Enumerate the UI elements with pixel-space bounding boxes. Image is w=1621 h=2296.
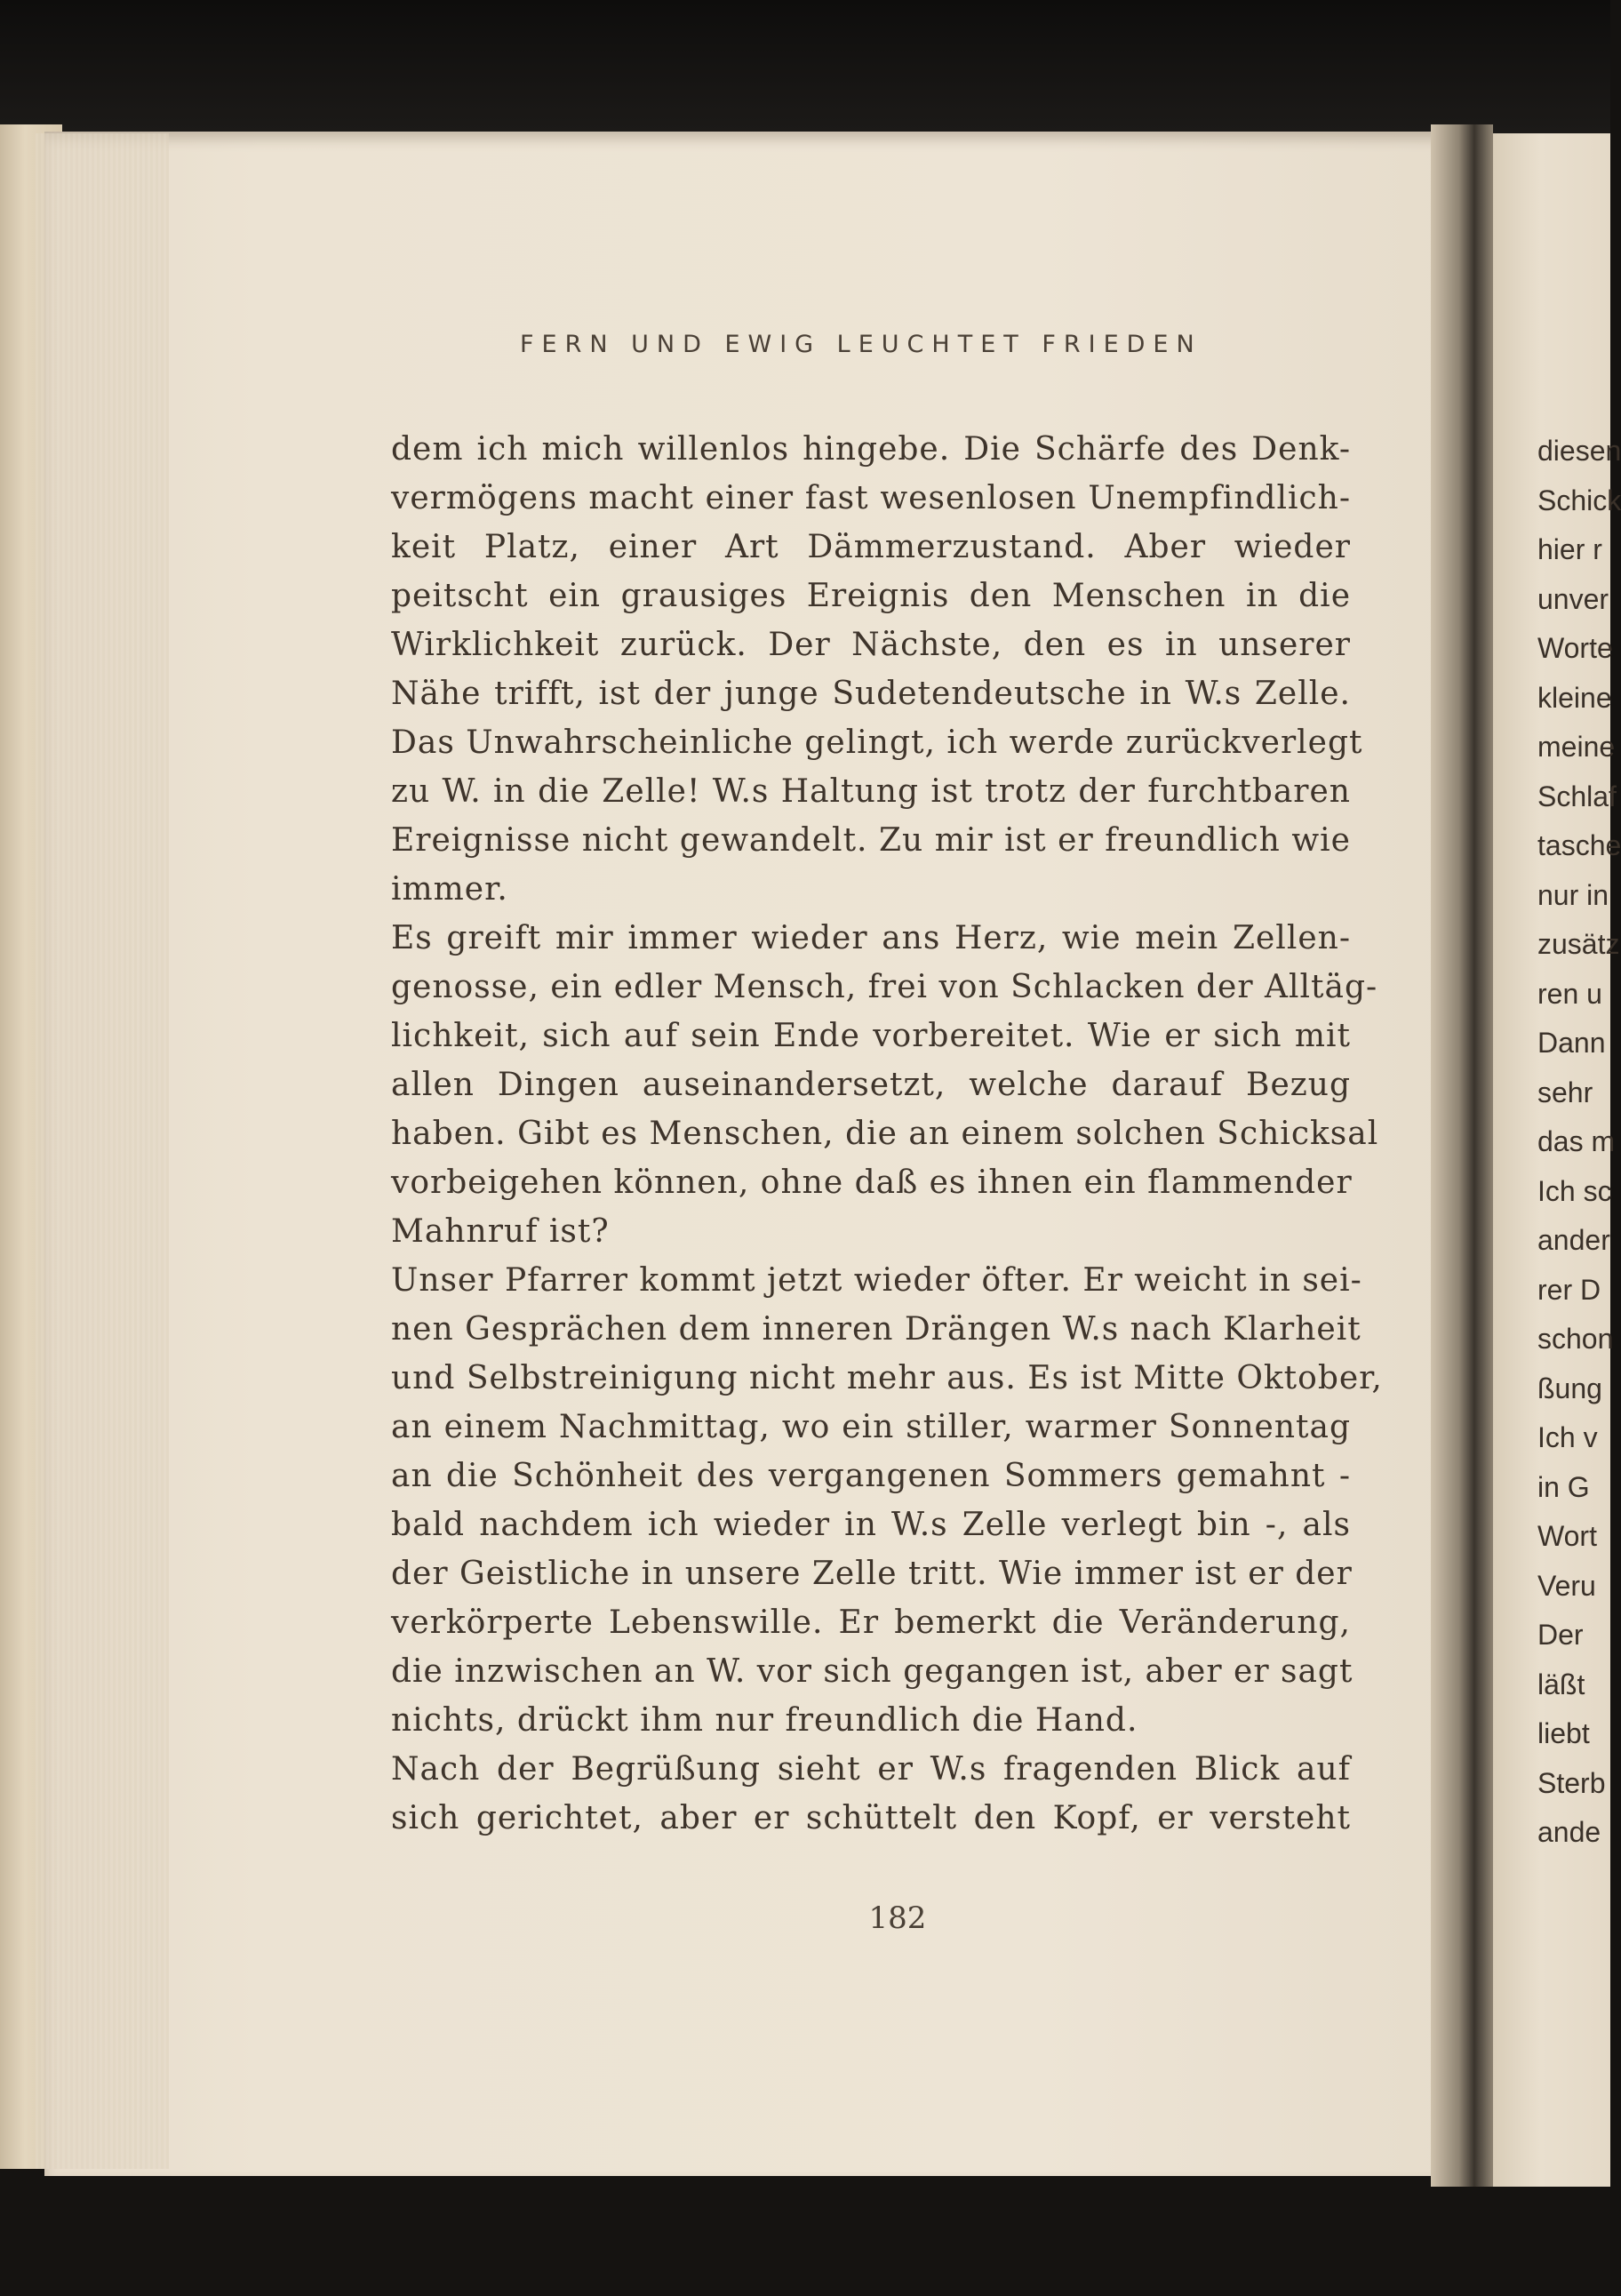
running-head: FERN UND EWIG LEUCHTET FRIEDEN bbox=[520, 331, 1202, 358]
text-line: lichkeit, sich auf sein Ende vorbereitet. Wie er sich mit bbox=[391, 1018, 1351, 1054]
facing-text-fragment: Worte bbox=[1537, 632, 1613, 664]
text-line: an einem Nachmittag, wo ein stiller, warmer Sonnentag bbox=[391, 1409, 1351, 1445]
text-line: keit Platz, einer Art Dämmerzustand. Aber wieder bbox=[391, 529, 1351, 565]
background-top bbox=[0, 0, 1610, 133]
text-line: allen Dingen auseinandersetzt, welche darauf Bezug bbox=[391, 1067, 1351, 1103]
page-number: 182 bbox=[868, 1900, 927, 1936]
facing-text-fragment: nur in bbox=[1537, 878, 1609, 911]
text-line: und Selbstreinigung nicht mehr aus. Es ist Mitte Oktober, bbox=[391, 1360, 1383, 1396]
text-line: nichts, drückt ihm nur freundlich die Hand. bbox=[391, 1702, 1138, 1739]
text-line: der Geistliche in unsere Zelle tritt. Wie immer ist er der bbox=[391, 1556, 1353, 1592]
facing-text-fragment: ande bbox=[1537, 1816, 1601, 1848]
facing-text-fragment: ander bbox=[1537, 1224, 1610, 1256]
text-line: immer. bbox=[391, 871, 508, 908]
text-line: peitscht ein grausiges Ereignis den Menschen in die bbox=[391, 578, 1351, 614]
text-line: sich gerichtet, aber er schüttelt den Kopf, er versteht bbox=[391, 1800, 1351, 1836]
facing-text-fragment: läßt bbox=[1537, 1668, 1585, 1700]
body-text bbox=[391, 425, 1383, 1843]
text-line: bald nachdem ich wieder in W.s Zelle verlegt bin -, als bbox=[391, 1507, 1351, 1543]
facing-text-fragment: zusätz bbox=[1537, 928, 1620, 960]
book-gutter bbox=[1431, 124, 1493, 2187]
facing-text-fragment: hier r bbox=[1537, 533, 1602, 565]
facing-text-fragment: Sterb bbox=[1537, 1766, 1606, 1799]
text-line: nen Gesprächen dem inneren Drängen W.s nach Klarheit bbox=[391, 1311, 1361, 1348]
facing-text-fragment: ßung bbox=[1537, 1372, 1602, 1404]
facing-text-fragment: rer D bbox=[1537, 1273, 1601, 1306]
facing-text-fragment: Veru bbox=[1537, 1569, 1596, 1602]
text-line: verkörperte Lebenswille. Er bemerkt die Veränderung, bbox=[391, 1604, 1351, 1641]
facing-text-fragment: tasche bbox=[1537, 829, 1621, 861]
facing-text-fragment: in G bbox=[1537, 1470, 1590, 1503]
facing-text-fragment: Schlaf bbox=[1537, 780, 1617, 812]
text-line: genosse, ein edler Mensch, frei von Schlacken der Alltäg- bbox=[391, 969, 1378, 1005]
text-line: zu W. in die Zelle! W.s Haltung ist trotz der furchtbaren bbox=[391, 773, 1351, 810]
facing-text-fragment: liebt bbox=[1537, 1717, 1590, 1749]
facing-text-fragment: meine bbox=[1537, 731, 1616, 763]
text-line: Ereignisse nicht gewandelt. Zu mir ist er freundlich wie bbox=[391, 822, 1351, 859]
text-line: Es greift mir immer wieder ans Herz, wie mein Zellen- bbox=[391, 920, 1351, 956]
facing-text-fragment: Der bbox=[1537, 1619, 1584, 1651]
text-line: Nach der Begrüßung sieht er W.s fragenden Blick auf bbox=[391, 1751, 1351, 1788]
text-line: Wirklichkeit zurück. Der Nächste, den es in unserer bbox=[391, 627, 1351, 663]
text-line: haben. Gibt es Menschen, die an einem solchen Schicksal bbox=[391, 1116, 1379, 1152]
facing-text-fragment: diesen bbox=[1537, 435, 1621, 467]
facing-text-fragment: schon bbox=[1537, 1323, 1614, 1355]
facing-text-fragment: das m bbox=[1537, 1125, 1616, 1157]
text-line: an die Schönheit des vergangenen Sommers gemahnt - bbox=[391, 1458, 1351, 1494]
text-line: Nähe trifft, ist der junge Sudetendeutsche in W.s Zelle. bbox=[391, 676, 1351, 712]
facing-page-text bbox=[1537, 427, 1621, 1858]
facing-text-fragment: kleine bbox=[1537, 681, 1612, 714]
text-line: dem ich mich willenlos hingebe. Die Schärfe des Denk- bbox=[391, 431, 1351, 468]
text-line: Unser Pfarrer kommt jetzt wieder öfter. Er weicht in sei- bbox=[391, 1262, 1362, 1299]
facing-text-fragment: ren u bbox=[1537, 977, 1602, 1010]
page-stack bbox=[36, 133, 169, 2169]
facing-text-fragment: Dann bbox=[1537, 1027, 1606, 1059]
facing-text-fragment: Schick bbox=[1537, 484, 1621, 516]
facing-text-fragment: sehr bbox=[1537, 1076, 1593, 1108]
text-line: die inzwischen an W. vor sich gegangen ist, aber er sagt bbox=[391, 1653, 1353, 1690]
facing-text-fragment: Ich sc bbox=[1537, 1174, 1612, 1207]
facing-text-fragment: Ich v bbox=[1537, 1421, 1598, 1453]
text-line: vorbeigehen können, ohne daß es ihnen ein flammender bbox=[391, 1164, 1353, 1201]
text-line: vermögens macht einer fast wesenlosen Unempfindlich- bbox=[391, 480, 1351, 516]
facing-text-fragment: Wort bbox=[1537, 1520, 1597, 1552]
text-line: Mahnruf ist? bbox=[391, 1213, 610, 1250]
facing-text-fragment: unver bbox=[1537, 582, 1609, 615]
text-line: Das Unwahrscheinliche gelingt, ich werde zurückverlegt bbox=[391, 724, 1363, 761]
